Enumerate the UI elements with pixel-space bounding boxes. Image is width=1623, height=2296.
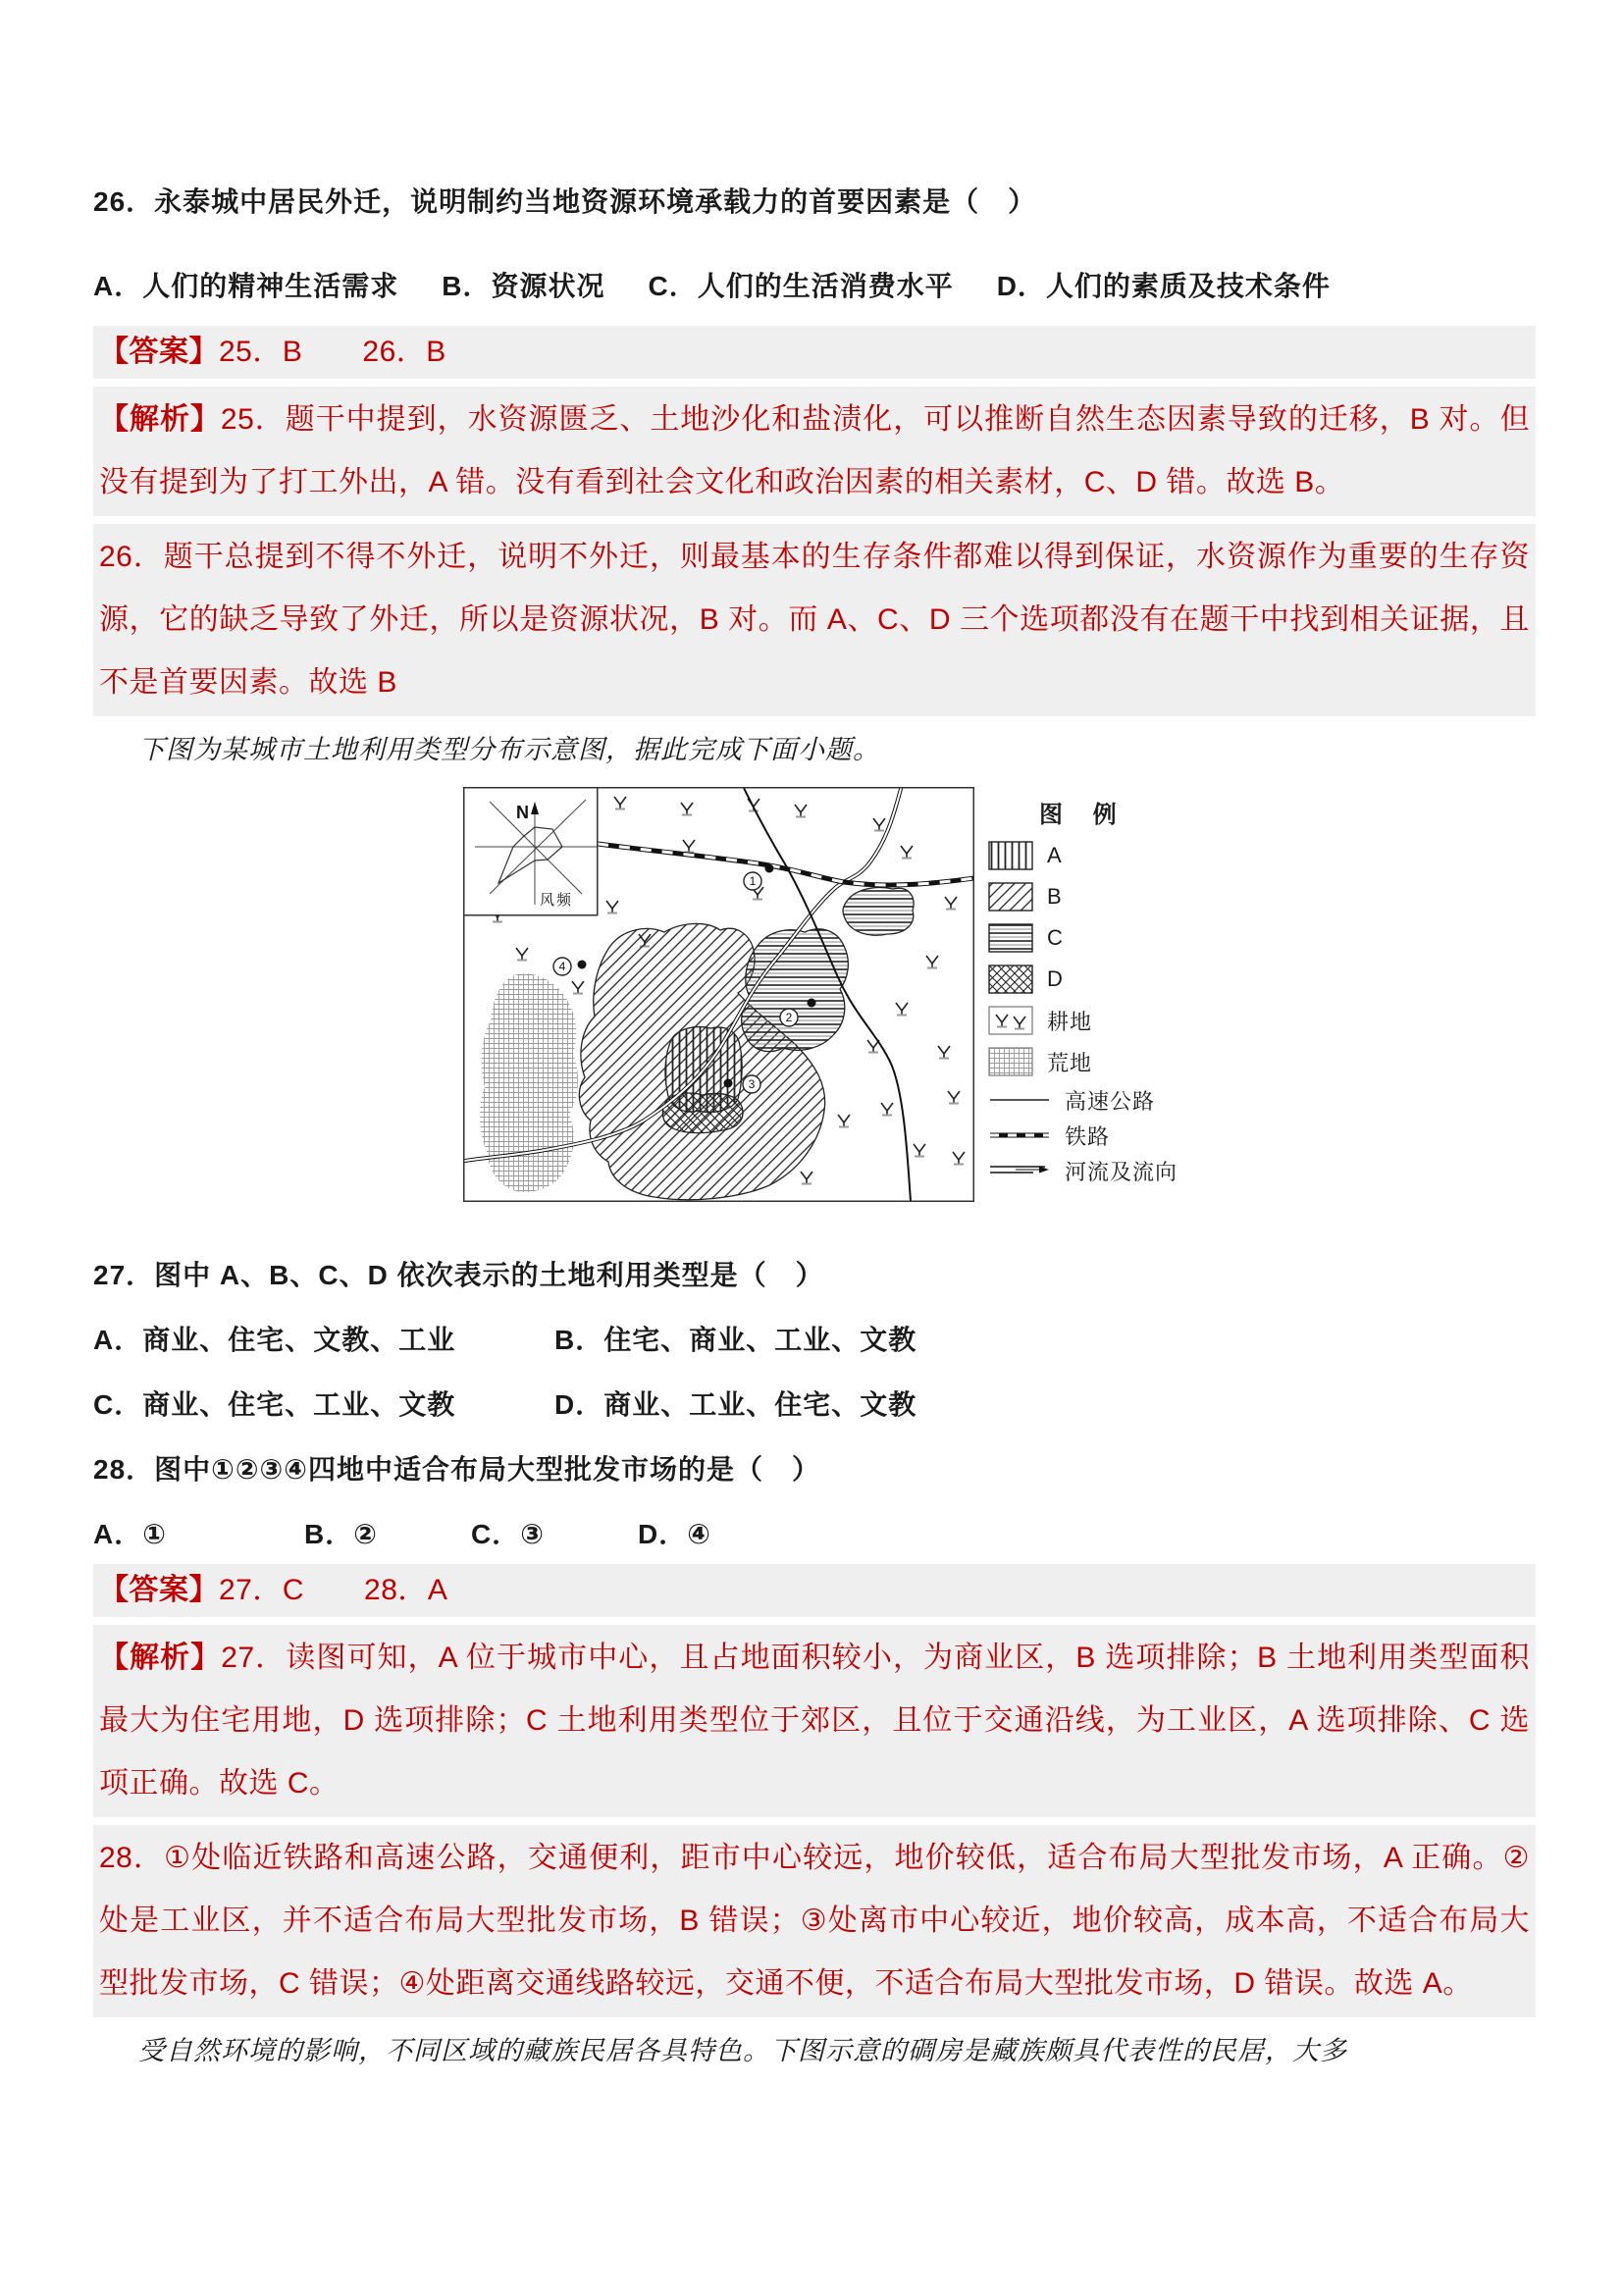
legend-item-river: 河流及流向: [988, 1157, 1243, 1184]
next-section-intro: 受自然环境的影响，不同区域的藏族民居各具特色。下图示意的碉房是藏族颇具代表性的民居，大多: [138, 2036, 1347, 2065]
explanation-26: [93, 524, 1536, 716]
answer-block-2: [93, 1564, 1536, 1617]
option-c: C．③: [471, 1519, 545, 1549]
explanation-27-text: 27．读图可知，A 位于城市中心，且占地面积较小，为商业区，B 选项排除；B 土地利用类型面积最大为住宅用地，D 选项排除；C 土地利用类型位于郊区，且位于交通沿线，为工业区，A 选项排除、C 选项正确。故选 C。: [99, 1642, 1531, 1800]
explanation-26-text: 26．题干总提到不得不外迁，说明不外迁，则最基本的生存条件都难以得到保证，水资源作为重要的生存资源，它的缺乏导致了外迁，所以是资源状况，B 对。而 A、C、D 三个选项都没有在题干中找到相关证据，且不是首要因素。故选 B: [99, 541, 1530, 699]
swatch-vertical-stripes: [988, 841, 1033, 870]
answer-label: 【答案】: [99, 1574, 219, 1606]
question-28-options: [93, 1515, 1536, 1554]
site-marker-4: [553, 958, 587, 975]
explanation-28: [93, 1825, 1536, 2017]
svg-text:4: 4: [558, 960, 566, 974]
option-b: B．资源状况: [442, 271, 605, 301]
option-d: D．④: [638, 1519, 711, 1549]
answer-label: 【答案】: [99, 336, 219, 368]
swatch-highway-line: [988, 1090, 1051, 1110]
legend-title: 图 例: [1039, 802, 1128, 828]
option-b: B．住宅、商业、工业、文教: [554, 1325, 917, 1355]
svg-text:3: 3: [748, 1077, 756, 1092]
option-d: D．商业、工业、住宅、文教: [554, 1389, 917, 1420]
land-use-map: [463, 787, 974, 1202]
question-26-stem: 26．永泰城中居民外迁，说明制约当地资源环境承载力的首要因素是（ ）: [93, 186, 1037, 217]
explanation-28-text: 28．①处临近铁路和高速公路，交通便利，距市中心较远，地价较低，适合布局大型批发市场，A 正确。②处是工业区，并不适合布局大型批发市场，B 错误；③处离市中心较近，地价较高，成本高，不适合布局大型批发市场，C 错误；④处距离交通线路较远，交通不便，不适合布局大型批发市场，D 错误。故选 A。: [99, 1842, 1530, 2000]
swatch-river-line: [988, 1161, 1051, 1180]
zone-c-industrial: [742, 929, 849, 1052]
swatch-horizontal-stripes: [988, 923, 1033, 953]
question-27-options-row1: [93, 1321, 1536, 1360]
zone-c-industrial-small: [843, 888, 914, 936]
svg-text:2: 2: [785, 1011, 793, 1025]
explanation-label: 【解析】: [99, 1642, 222, 1674]
site-marker-1: [744, 864, 774, 891]
compass-north-label: N: [516, 803, 529, 822]
swatch-farmland: [988, 1006, 1033, 1035]
wind-frequency-label: 风频: [540, 892, 574, 909]
figure-intro: 下图为某城市土地利用类型分布示意图，据此完成下面小题。: [138, 735, 880, 764]
option-c: C．商业、住宅、工业、文教: [93, 1389, 456, 1420]
question-27-options-row2: [93, 1385, 1536, 1425]
option-a: A．商业、住宅、文教、工业: [93, 1325, 456, 1355]
option-b: B．②: [304, 1519, 378, 1549]
legend-item-d: D: [988, 963, 1243, 996]
explanation-25-text: 25．题干中提到，水资源匮乏、土地沙化和盐渍化，可以推断自然生态因素导致的迁移，B 对。但没有提到为了打工外出，A 错。没有看到社会文化和政治因素的相关素材，C、D 错。故选 B。: [99, 403, 1531, 498]
svg-text:1: 1: [749, 874, 757, 889]
legend-item-c: C: [988, 921, 1243, 955]
legend-item-farmland: 耕地: [988, 1004, 1243, 1037]
option-a: A．人们的精神生活需求: [93, 271, 399, 301]
option-a: A．①: [93, 1519, 167, 1549]
option-c: C．人们的生活消费水平: [648, 271, 954, 301]
legend-item-b: B: [988, 880, 1243, 913]
legend-item-wasteland: 荒地: [988, 1045, 1243, 1078]
answer-text: 27．C 28．A: [219, 1574, 448, 1606]
option-d: D．人们的素质及技术条件: [996, 271, 1331, 301]
explanation-25: [93, 387, 1536, 516]
swatch-wasteland: [988, 1047, 1033, 1076]
question-27-stem: 27．图中 A、B、C、D 依次表示的土地利用类型是（ ）: [93, 1260, 824, 1290]
wind-rose: [464, 788, 598, 915]
explanation-27: [93, 1625, 1536, 1817]
land-use-figure: [93, 787, 1536, 1248]
question-28-stem: 28．图中①②③④四地中适合布局大型批发市场的是（ ）: [93, 1454, 820, 1485]
swatch-crosshatch: [988, 965, 1033, 994]
explanation-label: 【解析】: [99, 403, 221, 436]
swatch-railway-line: [988, 1125, 1051, 1145]
exam-page: [93, 0, 1536, 2070]
map-legend: [988, 795, 1243, 1192]
legend-item-highway: 高速公路: [988, 1086, 1243, 1114]
legend-item-railway: 铁路: [988, 1122, 1243, 1149]
answer-text: 25．B 26．B: [219, 336, 446, 368]
wasteland-area: [480, 973, 578, 1192]
answer-block-1: [93, 326, 1536, 379]
question-26-options: [93, 267, 1536, 306]
legend-item-a: A: [988, 839, 1243, 872]
swatch-diagonal-stripes: [988, 882, 1033, 912]
